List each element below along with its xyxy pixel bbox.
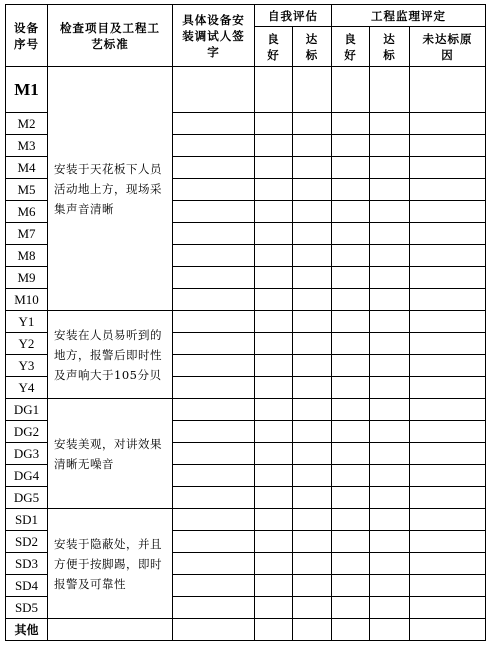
sup-pass-cell[interactable]: [370, 223, 410, 245]
device-code: Y3: [6, 355, 48, 377]
header-sup-good: [332, 27, 370, 67]
header-self-good: [255, 27, 293, 67]
signature-cell[interactable]: [173, 157, 255, 179]
device-code: M6: [6, 201, 48, 223]
device-code: M9: [6, 267, 48, 289]
self-pass-cell[interactable]: [293, 531, 332, 553]
fail-reason-cell[interactable]: [410, 113, 486, 135]
device-code: M5: [6, 179, 48, 201]
sup-good-cell[interactable]: [332, 597, 370, 619]
inspection-table: [5, 4, 486, 641]
sup-good-cell[interactable]: [332, 509, 370, 531]
signature-cell[interactable]: [173, 399, 255, 421]
sup-pass-cell[interactable]: [370, 399, 410, 421]
standard-text: 安装于隐蔽处，并且方便于按脚踢，即时报警及可靠性: [48, 509, 173, 619]
device-code: DG5: [6, 487, 48, 509]
device-code: Y4: [6, 377, 48, 399]
sup-good-cell[interactable]: [332, 443, 370, 465]
fail-reason-cell[interactable]: [410, 421, 486, 443]
signature-cell[interactable]: [173, 443, 255, 465]
signature-cell[interactable]: [173, 377, 255, 399]
sup-pass-cell[interactable]: [370, 179, 410, 201]
sup-pass-cell[interactable]: [370, 355, 410, 377]
sup-good-cell[interactable]: [332, 355, 370, 377]
self-pass-cell[interactable]: [293, 67, 332, 113]
device-code: M1: [6, 67, 48, 113]
self-pass-cell[interactable]: [293, 311, 332, 333]
sup-good-cell[interactable]: [332, 333, 370, 355]
header-seq-no-text: 设备序号: [14, 20, 39, 51]
fail-reason-cell[interactable]: [410, 597, 486, 619]
table-row: [6, 67, 486, 113]
self-pass-cell[interactable]: [293, 245, 332, 267]
signature-cell[interactable]: [173, 267, 255, 289]
signature-cell[interactable]: [173, 465, 255, 487]
self-good-cell[interactable]: [255, 597, 293, 619]
self-good-cell[interactable]: [255, 421, 293, 443]
signature-cell[interactable]: [173, 311, 255, 333]
self-good-cell[interactable]: [255, 289, 293, 311]
sup-good-cell[interactable]: [332, 135, 370, 157]
device-code: M7: [6, 223, 48, 245]
device-code: M3: [6, 135, 48, 157]
fail-reason-cell[interactable]: [410, 399, 486, 421]
self-good-cell[interactable]: [255, 179, 293, 201]
self-good-cell[interactable]: [255, 223, 293, 245]
signature-cell[interactable]: [173, 597, 255, 619]
sup-good-cell[interactable]: [332, 157, 370, 179]
self-pass-cell[interactable]: [293, 399, 332, 421]
fail-reason-cell[interactable]: [410, 355, 486, 377]
sup-good-cell[interactable]: [332, 421, 370, 443]
device-code: DG3: [6, 443, 48, 465]
table-row: [6, 399, 486, 421]
self-pass-cell[interactable]: [293, 113, 332, 135]
sup-pass-cell[interactable]: [370, 289, 410, 311]
sup-good-cell[interactable]: [332, 113, 370, 135]
header-check-item-text: 检查项目及工程工艺标准: [60, 20, 160, 51]
sup-good-cell[interactable]: [332, 179, 370, 201]
self-good-cell[interactable]: [255, 135, 293, 157]
sup-pass-cell[interactable]: [370, 575, 410, 597]
sup-good-cell[interactable]: [332, 289, 370, 311]
self-pass-cell[interactable]: [293, 553, 332, 575]
sup-pass-cell[interactable]: [370, 443, 410, 465]
sup-good-cell[interactable]: [332, 377, 370, 399]
header-self-pass-text: 达标: [305, 31, 319, 62]
sup-pass-cell[interactable]: [370, 465, 410, 487]
device-code: M8: [6, 245, 48, 267]
device-code: DG1: [6, 399, 48, 421]
signature-cell[interactable]: [173, 333, 255, 355]
sup-pass-cell[interactable]: [370, 333, 410, 355]
sup-good-cell[interactable]: [332, 465, 370, 487]
self-pass-cell[interactable]: [293, 487, 332, 509]
sup-pass-cell[interactable]: [370, 135, 410, 157]
self-pass-cell[interactable]: [293, 421, 332, 443]
header-fail-reason: [410, 27, 486, 67]
signature-cell[interactable]: [173, 355, 255, 377]
device-code: M10: [6, 289, 48, 311]
header-self-good-text: 良好: [267, 31, 280, 62]
sup-good-cell[interactable]: [332, 267, 370, 289]
self-good-cell[interactable]: [255, 399, 293, 421]
sup-good-cell[interactable]: [332, 399, 370, 421]
sup-pass-cell[interactable]: [370, 201, 410, 223]
self-pass-cell[interactable]: [293, 575, 332, 597]
sup-pass-cell[interactable]: [370, 619, 410, 641]
self-good-cell[interactable]: [255, 377, 293, 399]
sup-pass-cell[interactable]: [370, 553, 410, 575]
fail-reason-cell[interactable]: [410, 509, 486, 531]
fail-reason-cell[interactable]: [410, 333, 486, 355]
sup-pass-cell[interactable]: [370, 487, 410, 509]
sup-good-cell[interactable]: [332, 311, 370, 333]
fail-reason-cell[interactable]: [410, 575, 486, 597]
self-good-cell[interactable]: [255, 267, 293, 289]
sup-good-cell[interactable]: [332, 245, 370, 267]
fail-reason-cell[interactable]: [410, 311, 486, 333]
sup-good-cell[interactable]: [332, 619, 370, 641]
signature-cell[interactable]: [173, 289, 255, 311]
fail-reason-cell[interactable]: [410, 531, 486, 553]
self-good-cell[interactable]: [255, 509, 293, 531]
self-pass-cell[interactable]: [293, 443, 332, 465]
other-standard-cell[interactable]: [48, 619, 173, 641]
signature-cell[interactable]: [173, 223, 255, 245]
self-pass-cell[interactable]: [293, 179, 332, 201]
device-code: Y1: [6, 311, 48, 333]
header-fail-reason-text: 未达标原因: [422, 31, 473, 62]
header-sup-pass: [370, 27, 410, 67]
sup-pass-cell[interactable]: [370, 531, 410, 553]
sup-pass-cell[interactable]: [370, 421, 410, 443]
sup-good-cell[interactable]: [332, 67, 370, 113]
fail-reason-cell[interactable]: [410, 157, 486, 179]
standard-text: 安装美观，对讲效果清晰无噪音: [48, 399, 173, 509]
table-row: [6, 311, 486, 333]
self-pass-cell[interactable]: [293, 509, 332, 531]
sup-pass-cell[interactable]: [370, 245, 410, 267]
signature-cell[interactable]: [173, 531, 255, 553]
header-signature-text: 具体设备安装调试人签字: [182, 12, 245, 59]
self-pass-cell[interactable]: [293, 355, 332, 377]
self-good-cell[interactable]: [255, 487, 293, 509]
signature-cell[interactable]: [173, 575, 255, 597]
header-signature: [173, 5, 255, 67]
fail-reason-cell[interactable]: [410, 223, 486, 245]
self-good-cell[interactable]: [255, 245, 293, 267]
device-code: M2: [6, 113, 48, 135]
header-sup-good-text: 良好: [344, 31, 357, 62]
header-self-pass: [293, 27, 332, 67]
fail-reason-cell[interactable]: [410, 553, 486, 575]
sup-pass-cell[interactable]: [370, 267, 410, 289]
self-pass-cell[interactable]: [293, 157, 332, 179]
sup-good-cell[interactable]: [332, 575, 370, 597]
fail-reason-cell[interactable]: [410, 245, 486, 267]
fail-reason-cell[interactable]: [410, 443, 486, 465]
fail-reason-cell[interactable]: [410, 289, 486, 311]
fail-reason-cell[interactable]: [410, 267, 486, 289]
self-pass-cell[interactable]: [293, 377, 332, 399]
self-pass-cell[interactable]: [293, 135, 332, 157]
signature-cell[interactable]: [173, 245, 255, 267]
self-pass-cell[interactable]: [293, 201, 332, 223]
self-good-cell[interactable]: [255, 465, 293, 487]
device-code: DG2: [6, 421, 48, 443]
table-row: [6, 509, 486, 531]
self-good-cell[interactable]: [255, 113, 293, 135]
signature-cell[interactable]: [173, 113, 255, 135]
self-pass-cell[interactable]: [293, 333, 332, 355]
device-code: SD1: [6, 509, 48, 531]
self-pass-cell[interactable]: [293, 289, 332, 311]
self-good-cell[interactable]: [255, 619, 293, 641]
signature-cell[interactable]: [173, 553, 255, 575]
self-pass-cell[interactable]: [293, 267, 332, 289]
self-pass-cell[interactable]: [293, 597, 332, 619]
signature-cell[interactable]: [173, 135, 255, 157]
signature-cell[interactable]: [173, 201, 255, 223]
self-good-cell[interactable]: [255, 553, 293, 575]
sup-pass-cell[interactable]: [370, 311, 410, 333]
self-pass-cell[interactable]: [293, 619, 332, 641]
self-good-cell[interactable]: [255, 201, 293, 223]
fail-reason-cell[interactable]: [410, 201, 486, 223]
self-pass-cell[interactable]: [293, 465, 332, 487]
self-good-cell[interactable]: [255, 157, 293, 179]
device-code: SD2: [6, 531, 48, 553]
self-pass-cell[interactable]: [293, 223, 332, 245]
header-check-item: [48, 5, 173, 67]
device-code: SD5: [6, 597, 48, 619]
fail-reason-cell[interactable]: [410, 487, 486, 509]
self-good-cell[interactable]: [255, 355, 293, 377]
header-supervisor-eval: 工程监理评定: [332, 5, 486, 27]
sup-good-cell[interactable]: [332, 531, 370, 553]
header-seq-no: [6, 5, 48, 67]
sup-good-cell[interactable]: [332, 553, 370, 575]
sup-pass-cell[interactable]: [370, 157, 410, 179]
device-code: M4: [6, 157, 48, 179]
signature-cell[interactable]: [173, 67, 255, 113]
self-good-cell[interactable]: [255, 575, 293, 597]
sup-pass-cell[interactable]: [370, 509, 410, 531]
table-row-other: [6, 619, 486, 641]
sup-pass-cell[interactable]: [370, 597, 410, 619]
signature-cell[interactable]: [173, 487, 255, 509]
sup-pass-cell[interactable]: [370, 377, 410, 399]
fail-reason-cell[interactable]: [410, 135, 486, 157]
self-good-cell[interactable]: [255, 311, 293, 333]
fail-reason-cell[interactable]: [410, 377, 486, 399]
sup-pass-cell[interactable]: [370, 67, 410, 113]
signature-cell[interactable]: [173, 619, 255, 641]
standard-text: 安装在人员易听到的地方，报警后即时性及声响大于105分贝: [48, 311, 173, 399]
self-good-cell[interactable]: [255, 333, 293, 355]
signature-cell[interactable]: [173, 509, 255, 531]
fail-reason-cell[interactable]: [410, 465, 486, 487]
self-good-cell[interactable]: [255, 531, 293, 553]
device-code: SD4: [6, 575, 48, 597]
self-good-cell[interactable]: [255, 443, 293, 465]
sup-good-cell[interactable]: [332, 201, 370, 223]
other-label: 其他: [6, 619, 48, 641]
device-code: DG4: [6, 465, 48, 487]
sup-good-cell[interactable]: [332, 487, 370, 509]
fail-reason-cell[interactable]: [410, 179, 486, 201]
fail-reason-cell[interactable]: [410, 67, 486, 113]
header-self-eval: 自我评估: [255, 5, 332, 27]
header-sup-pass-text: 达标: [383, 31, 396, 62]
fail-reason-cell[interactable]: [410, 619, 486, 641]
sup-good-cell[interactable]: [332, 223, 370, 245]
device-code: SD3: [6, 553, 48, 575]
standard-text: 安装于天花板下人员活动地上方，现场采集声音清晰: [48, 67, 173, 311]
signature-cell[interactable]: [173, 421, 255, 443]
sup-pass-cell[interactable]: [370, 113, 410, 135]
signature-cell[interactable]: [173, 179, 255, 201]
device-code: Y2: [6, 333, 48, 355]
self-good-cell[interactable]: [255, 67, 293, 113]
